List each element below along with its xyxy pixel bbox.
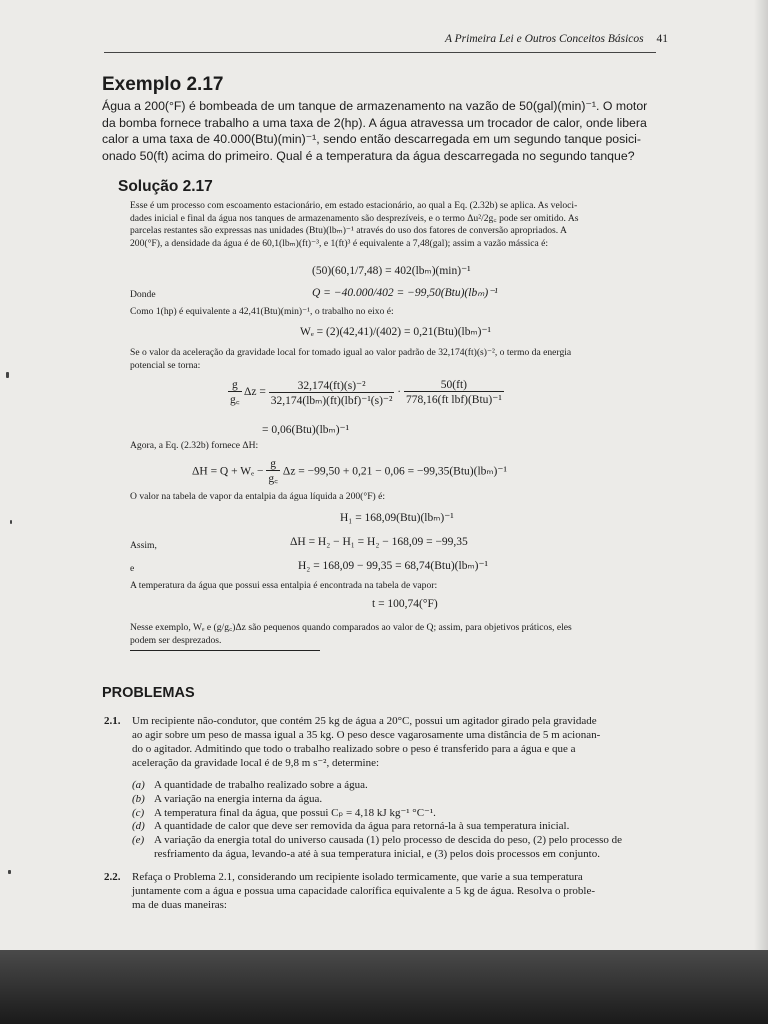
solution-intro [130, 200, 670, 250]
item-text: A quantidade de calor que deve ser removida da água para retorná-la à sua temperatura inicial. [154, 820, 570, 833]
problem-number: 2.1. [104, 715, 121, 727]
now-text: Agora, a Eq. (2.32b) fornece ΔH: [130, 440, 259, 451]
problem-line: ma de duas maneiras: [132, 899, 227, 911]
table-text: O valor na tabela de vapor da entalpia da água líquida a 200(°F) é: [130, 491, 386, 502]
label-donde: Donde [130, 289, 156, 300]
example-line: onado 50(ft) acima do primeiro. Qual é a temperatura da água descarregada no segundo tanque? [102, 148, 635, 163]
g-over-gc-fraction [228, 379, 242, 407]
problem-line: aceleração da gravidade local é de 9,8 m s⁻², determine: [132, 757, 380, 769]
item-text: A temperatura final da água, que possui Cₚ = 4,18 kJ kg⁻¹ °C⁻¹. [154, 806, 436, 819]
gravity-ratio-fraction [269, 378, 395, 407]
equation-Q: Q = −40.000/402 = −99,50(Btu)(lbₘ)⁻¹ [312, 287, 498, 299]
equation-H1: H₁ = 168,09(Btu)(lbₘ)⁻¹ [340, 512, 454, 524]
height-conversion-fraction [404, 379, 504, 406]
scan-speck [8, 870, 11, 874]
item-text: resfriamento da água, levando-a até à sua temperatura inicial, e (3) pelos dois processos em conjunto. [154, 847, 600, 860]
item-tag: (c) [132, 806, 145, 819]
page-edge-shadow [754, 0, 768, 950]
g-over-gc-fraction [266, 458, 280, 486]
problem-2-2 [104, 870, 674, 912]
equation-We: Wₑ = (2)(42,41)/(402) = 0,21(Btu)(lbₘ)⁻¹ [300, 326, 492, 338]
equation-H2: H₂ = 168,09 − 99,35 = 68,74(Btu)(lbₘ)⁻¹ [298, 560, 488, 572]
problem-number: 2.2. [104, 871, 121, 883]
running-head-title: A Primeira Lei e Outros Conceitos Básicos [444, 33, 644, 45]
solution-intro-line: parcelas restantes são expressas nas unidades (Btu)(lbₘ)⁻¹ através do uso dos fatores de conversão apropriados. A [130, 225, 567, 237]
fraction-numerator: 50(ft) [404, 379, 504, 392]
item-tag: (a) [132, 779, 145, 791]
equation-t: t = 100,74(°F) [372, 598, 438, 610]
list-item [132, 834, 677, 862]
gravity-line: Se o valor da aceleração da gravidade local for tomado igual ao valor padrão de 32,174(ft)(s)⁻², o termo da energia [130, 347, 572, 358]
solution-title: Solução 2.17 [118, 178, 213, 195]
equation-delta-H [192, 458, 507, 486]
list-item [132, 807, 677, 821]
equation-delta-H-2: ΔH = H₂ − H₁ = H₂ − 168,09 = −99,35 [290, 536, 468, 548]
equation-potential-energy [228, 378, 504, 407]
example-line: calor a uma taxa de 40.000(Btu)(min)⁻¹, sendo então descarregada em um segundo tanque posici- [102, 132, 641, 146]
fraction-denominator: 32,174(lbₘ)(ft)(lbf)⁻¹(s)⁻² [270, 395, 393, 407]
gravity-text [130, 347, 670, 372]
label-assim: Assim, [130, 540, 157, 551]
equation-mass-flow: (50)(60,1/7,48) = 402(lbₘ)(min)⁻¹ [312, 265, 471, 277]
example-statement [102, 98, 668, 164]
closing-note [130, 622, 670, 647]
fraction-numerator: 32,174(ft)(s)⁻² [269, 378, 395, 393]
closing-line: podem ser desprezados. [130, 634, 222, 646]
fraction-denominator: g꜀ [268, 473, 279, 485]
problem-line: juntamente com a água e possua uma capacidade calorífica equivalente a 5 kg de água. Resolva o proble- [132, 885, 596, 897]
problem-2-1 [104, 714, 674, 770]
gravity-line: potencial se torna: [130, 359, 201, 371]
delta-H-lhs: ΔH = Q + Wₑ − [192, 465, 264, 478]
hp-text: Como 1(hp) é equivalente a 42,41(Btu)(min)⁻¹, o trabalho no eixo é: [130, 306, 394, 317]
problem-line: Um recipiente não-condutor, que contém 25 kg de água a 20°C, possui um agitador girado pela gravidade [132, 715, 597, 727]
closing-line: Nesse exemplo, Wₑ e (g/g꜀)Δz são pequenos quando comparados ao valor de Q; assim, para objetivos práticos, eles [130, 622, 572, 633]
solution-intro-line: 200(°F), a densidade da água é de 60,1(lbₘ)(ft)⁻³, e 1(ft)³ é equivalente a 7,48(gal); assim a vazão mássica é: [130, 237, 549, 249]
list-item [132, 820, 677, 834]
problems-title: PROBLEMAS [102, 685, 195, 701]
page-number: 41 [656, 33, 668, 45]
equation-pe-result: = 0,06(Btu)(lbₘ)⁻¹ [262, 424, 350, 436]
scan-bottom-shadow [0, 950, 768, 1024]
solution-intro-line: dades inicial e final da água nos tanques de armazenamento são desprezíveis, e o termo Δu²/2g꜀ pode ser omitido. As [130, 212, 579, 224]
multiply-dot: · [397, 386, 402, 399]
example-line: da bomba fornece trabalho a uma taxa de 2(hp). A água atravessa um trocador de calor, onde libera [102, 115, 647, 130]
solution-intro-line: Esse é um processo com escoamento estacionário, em estado estacionário, ao qual a Eq. (2.32b) se aplica. As veloci- [130, 200, 578, 211]
fraction-denominator: g꜀ [230, 393, 240, 406]
item-text: A quantidade de trabalho realizado sobre a água. [154, 779, 368, 791]
delta-z-term: Δz = [243, 386, 266, 399]
problem-text [132, 714, 674, 770]
problem-line: Refaça o Problema 2.1, considerando um recipiente isolado termicamente, que varie a sua temperatura [132, 871, 583, 883]
item-text: A variação da energia total do universo causada (1) pelo processo de descida do peso, (2) pelo processo de [154, 834, 623, 847]
item-tag: (e) [132, 834, 145, 847]
item-tag: (d) [132, 820, 145, 833]
list-item [132, 779, 677, 793]
temperature-text: A temperatura da água que possui essa entalpia é encontrada na tabela de vapor: [130, 580, 438, 591]
header-rule [104, 52, 656, 53]
fraction-numerator: g [228, 379, 242, 392]
problem-2-1-items [132, 779, 677, 862]
fraction-denominator: 778,16(ft lbf)(Btu)⁻¹ [406, 394, 502, 406]
list-item [132, 793, 677, 807]
problem-line: ao agir sobre um peso de massa igual a 35 kg. O peso desce vagarosamente uma distância de 5 m acionan- [132, 729, 601, 741]
label-e: e [130, 563, 135, 574]
fraction-numerator: g [266, 458, 280, 471]
problem-line: do o agitador. Admitindo que todo o trabalho realizado sobre o peso é transferido para a água e que a [132, 743, 576, 755]
example-line: Água a 200(°F) é bombeada de um tanque de armazenamento na vazão de 50(gal)(min)⁻¹. O motor [102, 99, 648, 113]
scan-speck [6, 372, 9, 378]
scan-speck [10, 520, 12, 524]
item-text: A variação na energia interna da água. [154, 792, 323, 805]
example-title: Exemplo 2.17 [102, 74, 224, 95]
running-head [445, 33, 668, 45]
item-tag: (b) [132, 792, 145, 805]
problem-text [132, 870, 674, 912]
section-end-rule [130, 650, 320, 651]
delta-H-rhs: Δz = −99,50 + 0,21 − 0,06 = −99,35(Btu)(lbₘ)⁻¹ [282, 465, 507, 478]
